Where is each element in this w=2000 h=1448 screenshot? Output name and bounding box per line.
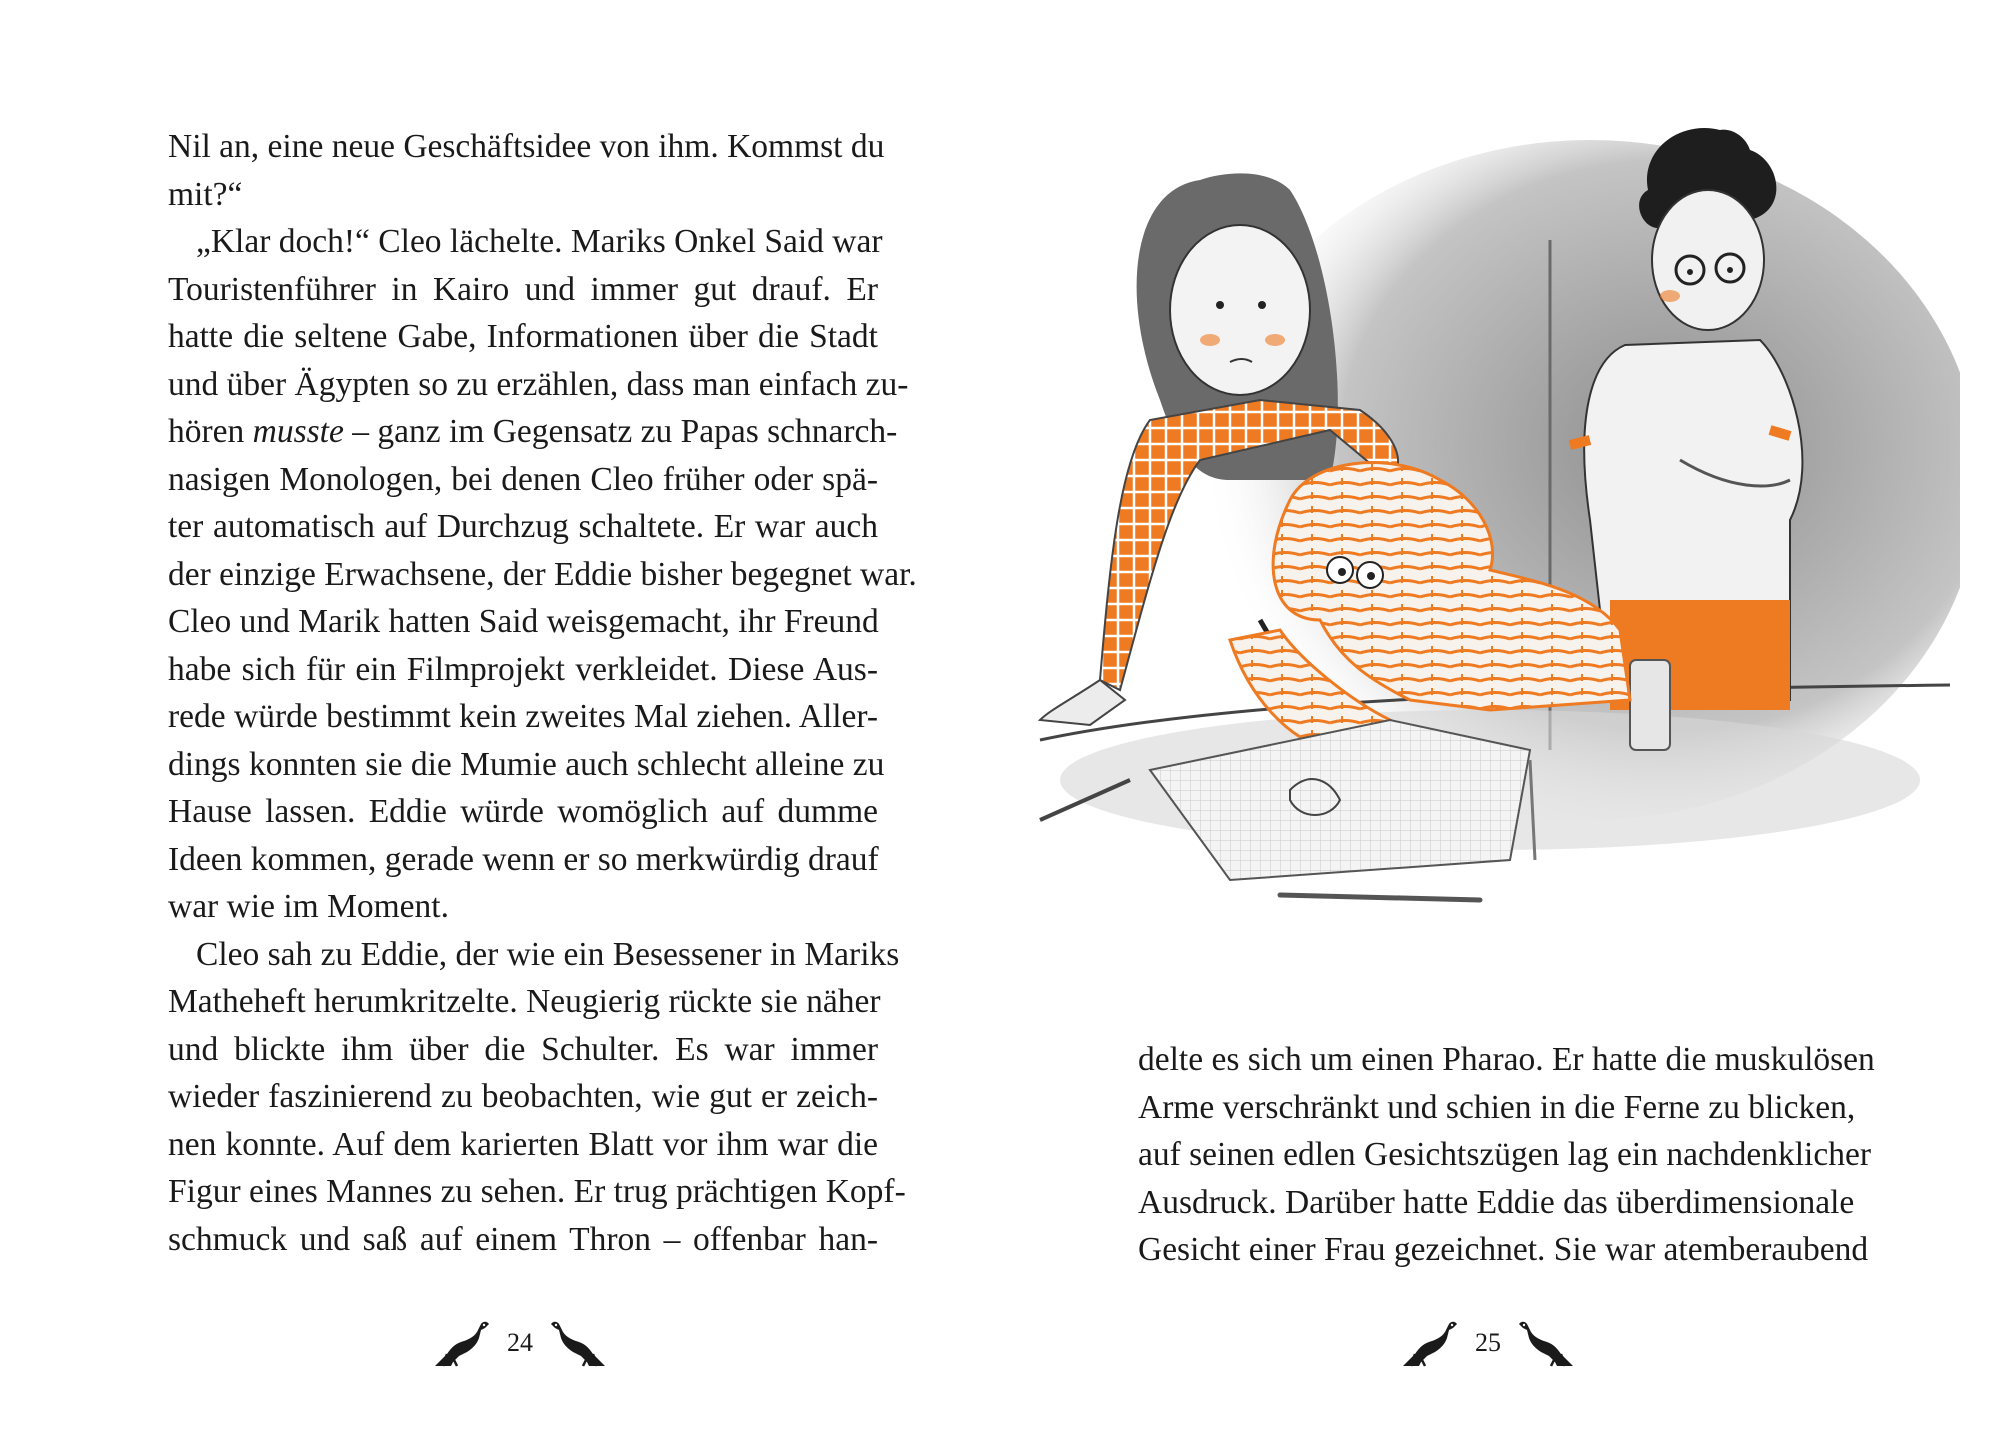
text-line: habe sich für ein Filmprojekt verkleidet. Diese Aus- (168, 650, 878, 688)
ibis-bird-icon (1401, 1318, 1459, 1368)
children-and-mummy-drawing-illustration (1030, 100, 1960, 980)
text-line: hatte die seltene Gabe, Informationen über die Stadt (168, 318, 878, 355)
text-line: Touristenführer in Kairo und immer gut drauf. Er (168, 270, 878, 308)
text-line: Matheheft herumkritzelte. Neugierig rückte sie näher (168, 983, 881, 1020)
page-number-footer (1378, 1318, 1598, 1368)
text-line: „Klar doch!“ Cleo lächelte. Mariks Onkel Said war (196, 223, 883, 260)
text-line: der einzige Erwachsene, der Eddie bisher begegnet war. (168, 555, 917, 593)
left-page-text (168, 123, 917, 1263)
text-segment: – ganz im Gegensatz zu Papas schnarch- (343, 413, 898, 450)
page-number-footer (410, 1318, 630, 1368)
text-line: Gesicht einer Frau gezeichnet. Sie war atemberaubend (1138, 1231, 1869, 1268)
text-line: Figur eines Mannes zu sehen. Er trug prächtigen Kopf- (168, 1173, 906, 1210)
text-line: mit?“ (168, 175, 243, 213)
text-line: dings konnten sie die Mumie auch schlecht alleine zu (168, 745, 885, 783)
text-line: nasigen Monologen, bei denen Cleo früher oder spä- (168, 460, 878, 498)
text-line: war wie im Moment. (168, 888, 449, 925)
text-line: nen konnte. Auf dem karierten Blatt vor ihm war die (168, 1125, 878, 1163)
text-line: und blickte ihm über die Schulter. Es war immer (168, 1030, 878, 1068)
ibis-bird-icon (1517, 1318, 1575, 1368)
text-line: ter automatisch auf Durchzug schaltete. Er war auch (168, 508, 878, 545)
emphasis-word: musste (252, 413, 344, 450)
page-number: 24 (507, 1328, 533, 1357)
text-line: auf seinen edlen Gesichtszügen lag ein nachdenklicher (1138, 1136, 1871, 1173)
text-line: rede würde bestimmt kein zweites Mal ziehen. Aller- (168, 698, 879, 735)
text-line-with-emphasis (168, 408, 898, 456)
ibis-bird-icon (549, 1318, 607, 1368)
text-line: Nil an, eine neue Geschäftsidee von ihm. Kommst du (168, 128, 885, 165)
text-line: Cleo und Marik hatten Said weisgemacht, ihr Freund (168, 603, 879, 640)
right-page (1000, 0, 2000, 1448)
ibis-bird-icon (433, 1318, 491, 1368)
text-line: Cleo sah zu Eddie, der wie ein Besessener in Mariks (196, 935, 900, 973)
text-line: delte es sich um einen Pharao. Er hatte die muskulösen (1138, 1041, 1875, 1078)
text-line: und über Ägypten so zu erzählen, dass man einfach zu- (168, 365, 909, 403)
text-line: Hause lassen. Eddie würde womöglich auf dumme (168, 793, 878, 830)
text-line: Ausdruck. Darüber hatte Eddie das überdimensionale (1138, 1183, 1855, 1221)
text-segment: hören (168, 413, 253, 450)
right-page-text (1138, 1036, 1875, 1274)
text-line: schmuck und saß auf einem Thron – offenbar han- (168, 1220, 878, 1258)
text-line: Arme verschränkt und schien in die Ferne zu blicken, (1138, 1088, 1856, 1126)
text-line: Ideen kommen, gerade wenn er so merkwürdig drauf (168, 840, 879, 878)
page-number: 25 (1475, 1328, 1501, 1357)
text-line: wieder faszinierend zu beobachten, wie gut er zeich- (168, 1078, 878, 1115)
